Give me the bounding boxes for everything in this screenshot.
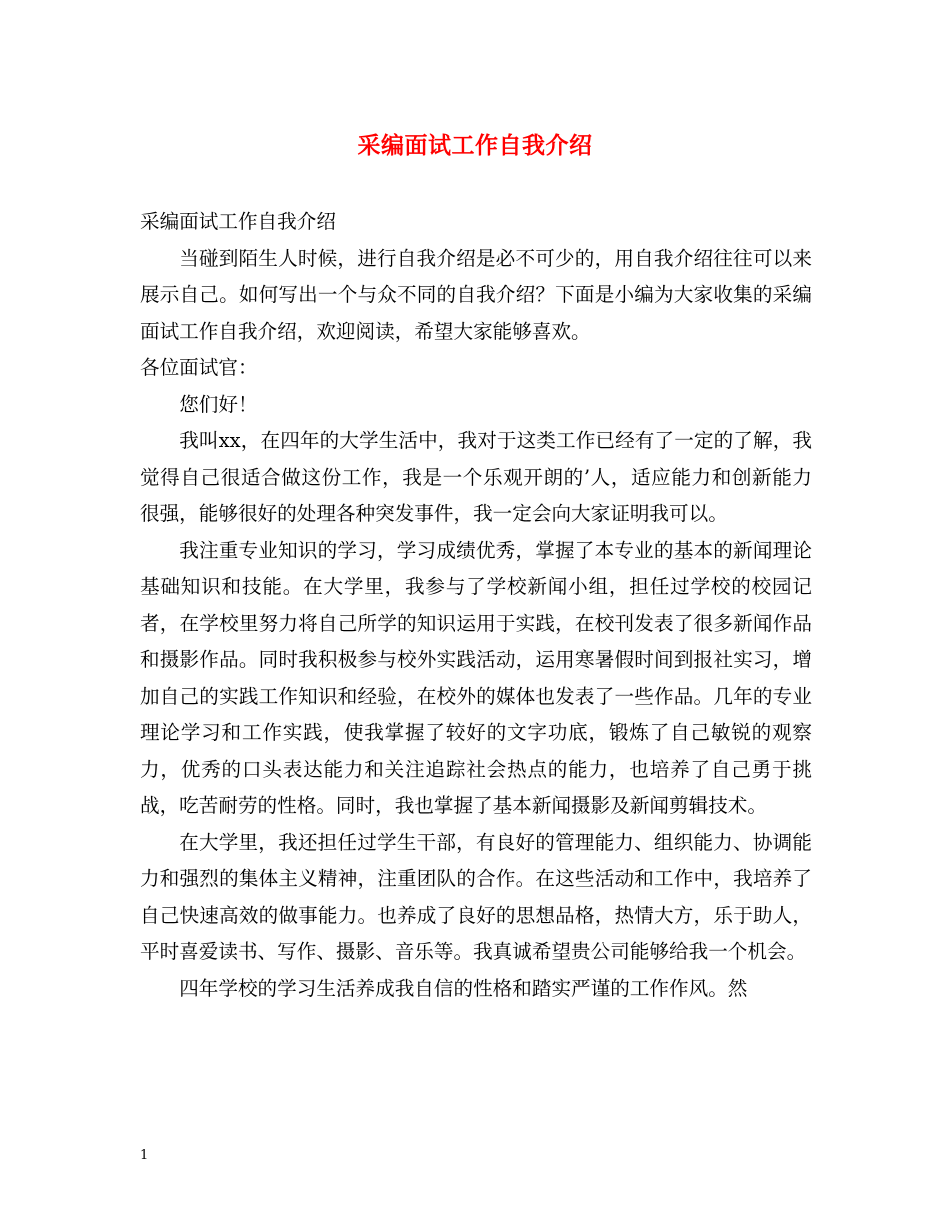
- paragraph-greeting: 您们好！: [179, 392, 258, 416]
- paragraph-leadership: 在大学里，我还担任过学生干部，有良好的管理能力、组织能力、协调能力和强烈的集体主义精神，注重团队的合作。在这些活动和工作中，我培养了自己快速高效的做事能力。也养成了良好的思想品格，热情大方，乐于助人，平时喜爱读书、写作、摄影、音乐等。我真诚希望贵公司能够给我一个机会。: [140, 830, 812, 963]
- paragraph-character: 四年学校的学习生活养成我自信的性格和踏实严谨的工作作风。然: [179, 976, 748, 1000]
- page-number: 1: [140, 1148, 149, 1163]
- paragraph-salutation: 各位面试官：: [140, 356, 258, 379]
- paragraph-intro: 当碰到陌生人时候，进行自我介绍是必不可少的，用自我介绍往往可以来展示自己。如何写出一个与众不同的自我介绍？下面是小编为大家收集的采编面试工作自我介绍，欢迎阅读，希望大家能够喜欢。: [140, 246, 812, 343]
- body-heading: 采编面试工作自我介绍: [140, 210, 336, 233]
- document-title: 采编面试工作自我介绍: [357, 132, 593, 159]
- paragraph-self: 我叫xx，在四年的大学生活中，我对于这类工作已经有了一定的了解，我觉得自己很适合做这份工作，我是一个乐观开朗的’人，适应能力和创新能力很强，能够很好的处理各种突发事件，我一定会向大家证明我可以。: [140, 429, 812, 525]
- document-body: [140, 204, 812, 1007]
- paragraph-study: 我注重专业知识的学习，学习成绩优秀，掌握了本专业的基本的新闻理论基础知识和技能。在大学里，我参与了学校新闻小组，担任过学校的校园记者，在学校里努力将自己所学的知识运用于实践，在校刊发表了很多新闻作品和摄影作品。同时我积极参与校外实践活动，运用寒暑假时间到报社实习，增加自己的实践工作知识和经验，在校外的媒体也发表了一些作品。几年的专业理论学习和工作实践，使我掌握了较好的文字功底，锻炼了自己敏锐的观察力，优秀的口头表达能力和关注追踪社会热点的能力，也培养了自己勇于挑战，吃苦耐劳的性格。同时，我也掌握了基本新闻摄影及新闻剪辑技术。: [140, 538, 812, 817]
